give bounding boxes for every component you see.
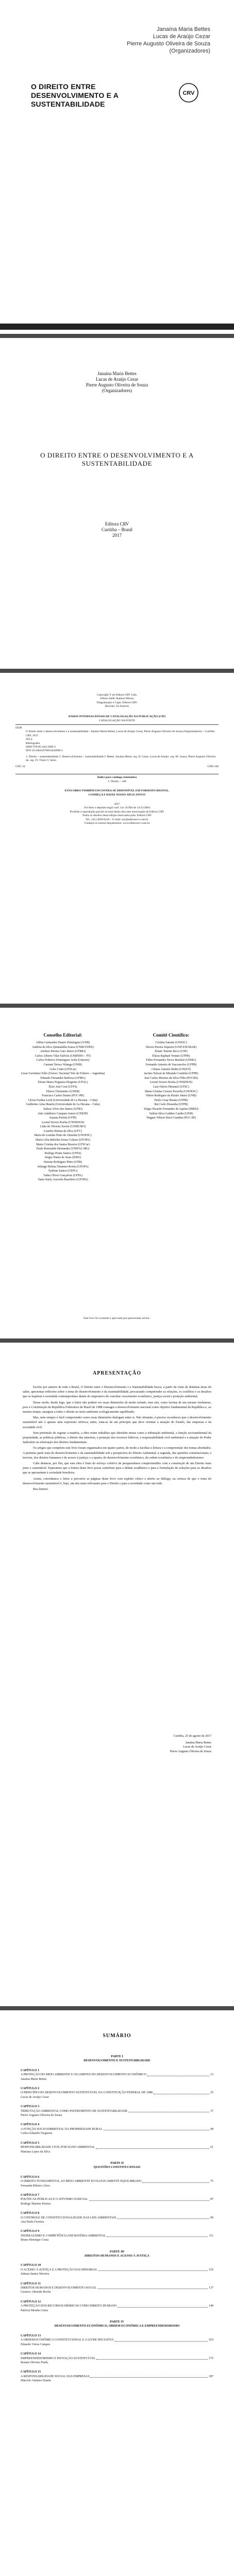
- board-member: João Adalberto Campato Junior (UNESP): [38, 1112, 88, 1115]
- copyright-footer: [15, 803, 219, 825]
- toc-leader: [154, 2091, 209, 2094]
- committee-member: Luiz Otávio Pimentel (UFSC): [153, 1085, 189, 1089]
- page-gap: [0, 669, 234, 673]
- publisher-city: Curitiba – Brasil: [102, 527, 132, 532]
- publisher-logo-text: CRV: [182, 90, 195, 96]
- committee-member: Maria Cristina Cereser Pezzella (UNOESC): [144, 1090, 198, 1093]
- toc-chapter-author: Janaína Maria Bettes: [21, 2077, 47, 2081]
- toc-leader: [142, 2179, 209, 2182]
- presentation-paragraph: Sem pretensão de esgotar a matéria, a obra reúne trabalhos que abordam temas como a tributação ambiental, a função socioambiental da propriedade, as políticas públicas, o direito das minorias, a proteção dos recursos hídricos, a responsabilidade civil ambiental e a atuação do Poder Judiciário na efetivação dos direitos fundamentais.: [23, 1431, 211, 1445]
- toc-chapter-label: CAPÍTULO 11: [21, 2282, 41, 2285]
- toc-page-number: 25: [210, 2091, 213, 2095]
- presentation-paragraph: Cabe destacar, por fim, que esta obra é fruto do esforço coletivo de pesquisadores comprometidos com a construção de um Direito mais justo e sustentável. Esperamos que a leitura deste livro possa contribuir para o debate acadêmico e para a formulação de soluções para os desafios que se apresentam à sociedade brasileira.: [23, 1462, 211, 1475]
- presentation-paragraph: Escrito por autores de todo o Brasil, O Direito entre o Desenvolvimento e a Sustentabilidade busca, a partir da visão de distintas áreas do saber, apresentar reflexões sobre o tema do desenvolvimento e da sustentabilidade, procurando compreender as relações, os conflitos e os desafios que se impõem à sociedade contemporânea diante do imperativo de conciliar crescimento econômico, justiça social e proteção ambiental.: [23, 1385, 211, 1399]
- toc-chapter-title: RESPONSABILIDADE CIVIL POR DANO AMBIENTAL: [21, 2146, 95, 2149]
- signature-date: Curitiba, 25 de agosto de 2017: [173, 1735, 211, 1738]
- copyright-page: [0, 673, 234, 1004]
- toc-chapter-title-row: [21, 2338, 213, 2342]
- toc-chapter-author: Fernanda Ribeiro Alves: [21, 2184, 50, 2188]
- footer-line: Foi feito o depósito legal conf. Lei 10.994 de 14/12/2004: [84, 806, 150, 810]
- toc-page-number: 137: [209, 2286, 213, 2290]
- footer-line: Proibida a reprodução parcial ou total desta obra sem autorização da Editora CRV: [70, 810, 164, 814]
- publisher-logo: [173, 82, 204, 103]
- toc-page-number: 49: [210, 2127, 213, 2131]
- cover-editors: [127, 26, 210, 55]
- toc-part-title: DIREITOS HUMANOS E ACESSO À JUSTIÇA: [85, 2255, 149, 2258]
- toc-chapter-label: CAPÍTULO 14: [21, 2352, 41, 2356]
- toc-chapter-author: Lucas de Araújo Cezar: [21, 2095, 49, 2099]
- toc-page-number: 61: [210, 2146, 213, 2149]
- board-member: Tania Suely Azevedo Brasileiro (UFOPA): [38, 1178, 88, 1182]
- toc-chapter-label: CAPÍTULO 1: [21, 2069, 40, 2072]
- toc-page-number: 175: [209, 2357, 213, 2360]
- toc-part-title: QUESTÕES CONSTITUCIONAIS: [93, 2166, 141, 2170]
- toc-chapter-title: A PROTEÇÃO DO MEIO AMBIENTE E OS LIMITES DO DESENVOLVIMENTO ECONÔMICO: [21, 2073, 146, 2077]
- toc-chapter-author: Marcelo Antunes Duarte: [21, 2379, 51, 2383]
- half-title-names: [0, 371, 234, 394]
- board-member: Maria de Lourdes Pinto de Almeida (UNOESC): [34, 1134, 92, 1138]
- toc-chapter-author: Patrícia Mendes Lima: [21, 2309, 48, 2312]
- board-member: Solange Helena Ximenes-Rocha (UFOPA): [37, 1165, 89, 1168]
- toc-page-number: 87: [210, 2198, 213, 2201]
- board-member: Aldira Guimarães Duarte Domínguez (UNB): [36, 1041, 90, 1044]
- toc-chapter: [21, 2193, 213, 2206]
- toc-chapter-title-row: [21, 2145, 213, 2149]
- presentation-page: [0, 1343, 234, 2006]
- toc-chapter-label: CAPÍTULO 15: [21, 2370, 41, 2374]
- toc-chapter-title-row: [21, 2357, 213, 2361]
- cover-page: [0, 0, 234, 334]
- scientific-committee-column: [126, 1032, 216, 1121]
- catalog-record: [15, 726, 219, 769]
- committee-member: Wagner Wilson Deiró Gundim (PUC-SP): [146, 1116, 196, 1120]
- board-member: Francisco Carlos Duarte (PUC-PR): [42, 1094, 84, 1098]
- toc-leader: [96, 2357, 208, 2360]
- committee-member: Nilton Rodrigues da Paixão Júnior (UNB): [146, 1094, 196, 1098]
- committee-member: Eliseu Raphael Venturi (UFPR): [152, 1054, 190, 1058]
- board-member: Carmen Tereza Velanga (UNIR): [43, 1063, 82, 1066]
- toc-chapter-label: CAPÍTULO 7: [21, 2193, 40, 2197]
- cover-editor-2: Lucas de Araújo Cezar: [153, 33, 210, 40]
- toc-page-number: 149: [209, 2304, 213, 2308]
- index-line: 1. Direito – 340: [108, 780, 126, 783]
- toc-leader: [96, 2145, 209, 2148]
- summary-heading: SUMÁRIO: [103, 2033, 131, 2039]
- toc-chapter-title: TRIBUTAÇÃO AMBIENTAL COMO INSTRUMENTO DE SUSTENTABILIDADE: [21, 2109, 128, 2113]
- committee-member: Paulo Cesar Busato (UFPR): [154, 1098, 188, 1102]
- toc-chapter-title-row: [21, 2268, 213, 2272]
- cover-editor-1: Janaína Maria Bettes: [157, 26, 210, 32]
- presentation-heading: APRESENTAÇÃO: [92, 1370, 142, 1376]
- toc-leader: [115, 2338, 208, 2341]
- toc-chapter-label: CAPÍTULO 8: [21, 2212, 40, 2215]
- toc-chapter-label: CAPÍTULO 4: [21, 2123, 40, 2127]
- toc-chapter-author: Mariana Lopes da Silva: [21, 2150, 51, 2154]
- toc-page-number: 99: [210, 2216, 213, 2219]
- toc-page-number: 125: [209, 2268, 213, 2272]
- toc-part-label: PARTE II: [110, 2161, 124, 2165]
- toc-chapter-author: Ana Paula Ferreira: [21, 2220, 44, 2224]
- editorial-board-column: [18, 1032, 108, 1182]
- page-gap: [0, 1004, 234, 1008]
- board-member: Carlos Federico Dominguez Avila (Unieuro): [36, 1059, 90, 1062]
- presentation-paragraph: Assim, convidamos o leitor a percorrer as páginas deste livro com espírito crítico e aberto ao diálogo, na certeza de que o tema do desenvolvimento sustentável é, hoje, um dos mais relevantes para o Direito e para a sociedade como um todo.: [23, 1477, 211, 1485]
- toc-part: [21, 2250, 213, 2259]
- toc-chapter-label: CAPÍTULO 2: [21, 2087, 40, 2091]
- toc-leader: [98, 2286, 208, 2289]
- presentation-paragraph: Mas, nem sempre é fácil compreender como essas dimensões dialogam entre si. Não obstante, é preciso reconhecer que o desenvolvimento sustentável não é apenas uma expressão retórica; antes, trata-se de um princípio que deve orientar a atuação do Estado, das empresas e da sociedade civil.: [23, 1416, 211, 1429]
- cover-editor-role: (Organizadores): [169, 48, 210, 54]
- footer-line: Tel.: (41) 3039-6418 – E-mail: sac@editoracrv.com.br: [86, 818, 148, 821]
- half-title-name-role: (Organizadores): [102, 388, 132, 393]
- toc-chapter-title-row: [21, 2375, 213, 2379]
- board-member: Sérgio Nunes de Jesus (IFRO): [44, 1156, 81, 1160]
- toc-part: [21, 2320, 213, 2329]
- committee-member: Sérgio Ricardo Fernandes de Aquino (IMED): [144, 1107, 198, 1111]
- toc-chapter: [21, 2300, 213, 2313]
- catalog-code: D598: [15, 726, 22, 730]
- toc-chapter-author: Gustavo Almeida Rocha: [21, 2291, 51, 2294]
- toc-chapter-author: Juliana Santos Moreira: [21, 2273, 49, 2276]
- board-member: Paulo Romualdo Hernandes (UNIFAL-MG): [36, 1147, 90, 1151]
- toc-leader: [89, 2197, 209, 2200]
- toc-part-label: PARTE IV: [110, 2320, 124, 2324]
- toc-part: [21, 2055, 213, 2063]
- toc-chapter-title-row: [21, 2216, 213, 2220]
- toc-chapter-title-row: [21, 2286, 213, 2290]
- toc-part-label: PARTE I: [111, 2055, 123, 2058]
- committee-member: Jacinto Nelson de Miranda Coutinho (UFPR): [144, 1072, 198, 1076]
- toc-leader: [128, 2109, 209, 2112]
- toc-chapter: [21, 2069, 213, 2081]
- committee-member: Cristina Zanette (UNESC): [155, 1041, 187, 1044]
- toc-page-number: 111: [209, 2234, 213, 2238]
- cover-editor-3: Pierre Augusto Oliveira de Souza: [126, 41, 210, 47]
- toc-chapter-label: CAPÍTULO 5: [21, 2141, 40, 2145]
- copyright-line: Diagramação e Capa: Editora CRV: [96, 701, 138, 704]
- toc-chapter-title: FEDERALISMO E COMPETÊNCIA EM MATÉRIA AMBIENTAL: [21, 2234, 106, 2238]
- toc-part-title: DESENVOLVIMENTO E SUSTENTABILIDADE: [83, 2059, 151, 2063]
- toc-chapter: [21, 2123, 213, 2136]
- cover-bottom-band: [0, 324, 234, 330]
- catalog-doi: DOI 10.24824/978854442006.3: [26, 749, 63, 753]
- board-member: Lourdes Helena da Silva (UFV): [43, 1129, 82, 1133]
- half-title-publisher: [0, 521, 234, 538]
- toc-chapter: [21, 2141, 213, 2154]
- board-member: Guillermo Arias Beatón (Universidade de La Havana – Cuba): [26, 1103, 100, 1107]
- half-title-name-2: Lucas de Araújo Cezar: [95, 377, 139, 382]
- toc-leader: [147, 2073, 209, 2076]
- toc-chapter-title: O CONTROLE DE CONSTITUCIONALIDADE DAS LEIS AMBIENTAIS: [21, 2216, 116, 2219]
- table-of-contents: [21, 2047, 213, 2383]
- toc-chapter-author: Renata Oliveira Prado: [21, 2361, 48, 2364]
- presentation-signature: [93, 1734, 211, 1754]
- copyright-line: Copyright © da Editora CRV Ltda.: [96, 693, 138, 697]
- toc-chapter-label: CAPÍTULO 13: [21, 2334, 41, 2337]
- toc-chapter-title: A ORDEM ECONÔMICA CONSTITUCIONAL E A LIVRE INICIATIVA: [21, 2338, 114, 2342]
- signature-name: Janaína Maria Bettes: [185, 1741, 211, 1744]
- toc-chapter-title-row: [21, 2127, 213, 2131]
- toc-chapter-title: O ACESSO À JUSTIÇA E A PROTEÇÃO DAS MINORIAS: [21, 2268, 97, 2272]
- summary-page: [0, 2010, 234, 2576]
- board-member: Elizeu Clementino (UNEB): [46, 1090, 80, 1093]
- copyright-line: Editor-chefe: Railson Moura: [100, 697, 134, 701]
- board-footer: Este livro foi avaliado e aprovado por pareceristas ad hoc.: [83, 1317, 151, 1320]
- footer-year: 2017: [114, 803, 120, 806]
- publisher-name: Editora CRV: [105, 521, 129, 527]
- catalog-bibliography: Bibliografia: [26, 741, 40, 745]
- presentation-paragraph: Boa leitura!: [33, 1487, 48, 1492]
- toc-chapter: [21, 2352, 213, 2365]
- toc-chapter-label: CAPÍTULO 12: [21, 2300, 41, 2303]
- app-notice: CONHEÇA E BAIXE NOSSO APLICATIVO!: [88, 793, 146, 796]
- toc-chapter-label: CAPÍTULO 9: [21, 2230, 40, 2233]
- presentation-paragraph: Os artigos que compõem este livro foram organizados em quatro partes, de modo a facilitar a leitura e a compreensão dos temas abordados. A primeira parte trata do desenvolvimento e da sustentabilidade sob a perspectiva do Direito Ambiental; a segunda, das questões constitucionais; a terceira, dos direitos humanos e do acesso à justiça; e a quarta, do desenvolvimento econômico, da ordem econômica e do empreendedorismo.: [23, 1446, 211, 1460]
- toc-leader: [104, 2127, 209, 2130]
- committee-member: Gilmar Antonio Bedin (UNIJUÍ): [152, 1067, 191, 1071]
- toc-chapter: [21, 2263, 213, 2276]
- catalog-cdu: CDU 34: [15, 765, 25, 768]
- toc-part-title: DESENVOLVIMENTO ECONÔMICO, ORDEM ECONÔMICA E EMPREENDEDORISMO: [54, 2325, 180, 2328]
- committee-member: Leonel Severo Rocha (UNISINOS): [149, 1081, 193, 1084]
- board-member: Rodrigo Pratte-Santos (UFES): [44, 1151, 81, 1155]
- toc-chapter-title: POLÍTICAS PÚBLICAS E O ATIVISMO JUDICIAL: [21, 2198, 88, 2201]
- committee-member: Eliane Tonetto Ricci (USP): [155, 1050, 188, 1054]
- presentation-paragraph: Desse modo, desde logo, que o leitor não poderá ver essas dimensões de modo isolado, mas sim, como facetas de um mesmo fenômeno, pois a Constituição da República Federativa do Brasil de 1988 consagra o desenvolvimento nacional como objetivo fundamental da República e, ao mesmo tempo, assegura a todos o direito ao meio ambiente ecologicamente equilibrado.: [23, 1400, 211, 1414]
- signature-name: Pierre Augusto Oliveira de Souza: [170, 1750, 211, 1753]
- copyright-line: Revisão: Os Autores: [105, 705, 129, 708]
- board-member: Celso Conti (UFSCar): [49, 1067, 76, 1071]
- page-gap: [0, 1338, 234, 1343]
- toc-chapter: [21, 2282, 213, 2295]
- toc-page-number: 187: [209, 2375, 213, 2378]
- editorial-board-page: [0, 1008, 234, 1338]
- publisher-year: 2017: [112, 533, 122, 538]
- committee-member: Rui Carlo Dissenha (UFPR): [154, 1103, 188, 1107]
- signature-name: Lucas de Araújo Cezar: [183, 1745, 211, 1749]
- committee-member: Fernando Antonio de Vasconcelos (UFPB): [145, 1063, 197, 1066]
- toc-page-number: 163: [209, 2338, 213, 2342]
- scientific-committee-title: Comitê Científico:: [153, 1032, 190, 1038]
- catalog-entry: O direito entre o desenvolvimento e a sustentabilidade / Janaína Maria Bettes, Lucas de Araújo Cezar, Pierre Augusto Oliveira de Souza (Organizadores) – Curitiba: CRV, 2017.: [26, 730, 215, 737]
- toc-page-number: 37: [210, 2109, 213, 2113]
- board-member: Jailson Alves dos Santos (UFRJ): [43, 1107, 82, 1111]
- board-member: Carlos Alberto Vilar Estêvão (UMINHO – PT): [35, 1054, 91, 1058]
- board-member: Leonel Severo Rocha (UNISINOS): [41, 1121, 85, 1124]
- toc-chapter: [21, 2211, 213, 2224]
- toc-chapter: [21, 2334, 213, 2347]
- half-title-page: [0, 338, 234, 669]
- board-member: Tadeu Oliver Gonçalves (UFPA): [43, 1174, 82, 1177]
- footer-line: Conheça os nossos lançamentos: www.editoracrv.com.br: [84, 822, 150, 825]
- toc-chapter-title: A PROTEÇÃO DOS RECURSOS HÍDRICOS COMO DIREITO HUMANO: [21, 2304, 117, 2308]
- digital-notice: ESTA OBRA TAMBÉM ENCONTRA-SE DISPONÍVEL EM FORMATO DIGITAL.: [64, 789, 170, 792]
- board-member: Sydione Santos (UEPG): [48, 1170, 78, 1173]
- board-member: Gloria Fariñas León (Universidade de La Havana – Cuba): [28, 1098, 98, 1102]
- toc-chapter: [21, 2087, 213, 2099]
- half-title-name-3: Pierre Augusto Oliveira de Souza: [86, 382, 148, 387]
- toc-chapter-title-row: [21, 2073, 213, 2077]
- board-member: Élsio José Corá (UFFS): [48, 1085, 77, 1089]
- half-title-title: O DIREITO ENTRE O DESENVOLVIMENTO E A SUSTENTABILIDADE: [40, 451, 194, 467]
- toc-chapter-title: O DIREITO FUNDAMENTAL AO MEIO AMBIENTE ECOLOGICAMENTE EQUILIBRADO: [21, 2180, 142, 2183]
- editorial-board-list: [18, 1041, 108, 1182]
- catalog-subjects: 1. Direito – sustentabilidade 2. Desenvolvimento – sustentabilidade I. Bettes, Janaína Maria. org. II. Cezar, Lucas de Araújo. org. III. Souza, Pierre Augusto Oliveira de. org. IV. Título V. Série.: [26, 755, 216, 762]
- toc-chapter-title: DIREITOS HUMANOS E DESENVOLVIMENTO SOCIAL: [21, 2286, 97, 2290]
- committee-member: Dirceu Pereira Siqueira (UNICESUMAR): [145, 1045, 197, 1049]
- toc-chapter-label: CAPÍTULO 6: [21, 2175, 40, 2179]
- board-member: Eduardo Fernandes Barbosa (UFMG): [40, 1076, 86, 1080]
- catalog-pages: 202 p.: [26, 738, 33, 741]
- page-gap: [0, 334, 234, 338]
- cover-title: O DIREITO ENTRE DESENVOLVIMENTO E A SUSTENTABILIDADE: [31, 82, 119, 108]
- toc-chapter-author: Pierre Augusto Oliveira de Souza: [21, 2114, 62, 2117]
- editorial-board-title: Conselho Editorial:: [43, 1032, 82, 1038]
- toc-leader: [90, 2375, 208, 2378]
- toc-chapter-author: Carlos Eduardo Nogueira: [21, 2132, 53, 2136]
- board-member: Elione Maria Nogueira Diogenes (UFAL): [38, 1081, 88, 1084]
- toc-leader: [117, 2216, 209, 2219]
- board-member: Andréia da Silva Quintanilha Sousa (UNIR/UFRN): [32, 1045, 94, 1049]
- toc-chapter-title-row: [21, 2109, 213, 2113]
- toc-part: [21, 2161, 213, 2170]
- committee-member: Fábio Fernandes Neves Benfatti (UEMG): [146, 1059, 196, 1062]
- toc-chapter-author: Rodrigo Martins Pereira: [21, 2202, 51, 2206]
- toc-chapter: [21, 2175, 213, 2188]
- toc-chapter-title-row: [21, 2091, 213, 2095]
- toc-page-number: 13: [210, 2073, 213, 2077]
- toc-chapter-title-row: [21, 2304, 213, 2308]
- toc-leader: [118, 2304, 208, 2307]
- presentation-body: [23, 1385, 211, 1493]
- board-member: Maria Lília Imbiriba Sousa Colares (UFOPA): [36, 1139, 90, 1142]
- toc-chapter-title-row: [21, 2234, 213, 2238]
- scientific-committee-list: [126, 1041, 216, 1121]
- catalog-cdd: CDD 340: [207, 765, 219, 768]
- toc-chapter: [21, 2105, 213, 2117]
- toc-leader: [98, 2268, 208, 2271]
- committee-member: Valéria Silva Galdino Cardin (UEM): [149, 1112, 193, 1115]
- toc-chapter-title: A FUNÇÃO SOCIOAMBIENTAL DA PROPRIEDADE RURAL: [21, 2127, 103, 2131]
- toc-chapter: [21, 2370, 213, 2383]
- toc-part-label: PARTE III: [109, 2250, 125, 2253]
- committee-member: José Carlos Moreira da Silva Filho (PUCRS): [144, 1076, 198, 1080]
- toc-chapter-author: Bruno Henrique Costa: [21, 2239, 48, 2242]
- board-member: Josania Portela (UFPI): [49, 1116, 77, 1120]
- board-member: Simone Rodrigues Pinto (UNB): [43, 1161, 82, 1164]
- toc-chapter-author: Eduardo Vieira Campos: [21, 2343, 51, 2346]
- catalog-subheading: CATALOGAÇÃO NA FONTE: [98, 719, 136, 722]
- toc-page-number: 75: [210, 2180, 213, 2183]
- toc-chapter-label: CAPÍTULO 3: [21, 2105, 40, 2109]
- toc-chapter-title-row: [21, 2179, 213, 2183]
- board-member: Maria Cristina dos Santos Bezerra (UFSCar): [36, 1143, 90, 1146]
- footer-line: Todos os direitos desta edição reservados pela: Editora CRV: [82, 814, 152, 818]
- index-heading: Índice para catálogo sistemático: [97, 776, 137, 779]
- page-gap: [0, 2006, 234, 2010]
- catalog-isbn: ISBN 978-85-444-2006-3: [26, 745, 56, 749]
- toc-chapter: [21, 2229, 213, 2242]
- toc-chapter-title-row: [21, 2197, 213, 2201]
- toc-chapter-title: O PRINCÍPIO DO DESENVOLVIMENTO SUSTENTÁVEL NA CONSTITUIÇÃO FEDERAL DE 1988: [21, 2091, 153, 2095]
- divider: [15, 724, 219, 725]
- toc-leader: [107, 2234, 208, 2237]
- toc-chapter-label: CAPÍTULO 10: [21, 2264, 41, 2267]
- toc-chapter-title: EMPREENDEDORISMO E INOVAÇÃO SUSTENTÁVEL: [21, 2357, 96, 2360]
- catalog-heading: DADOS INTERNACIONAIS DE CATALOGAÇÃO NA PUBLICAÇÃO (CIP): [68, 715, 166, 718]
- board-member: Cesar Gerónimo Tello (Univer. Nacional Três de Febrero – Argentina): [21, 1072, 105, 1076]
- toc-chapter-title: A RESPONSABILIDADE SOCIAL DAS EMPRESAS: [21, 2375, 90, 2378]
- board-member: Antônio Pereira Gaio Júnior (UFRRJ): [40, 1050, 86, 1054]
- copyright-lines: [15, 693, 219, 709]
- half-title-name-1: Janaína Maria Bettes: [97, 371, 137, 376]
- board-member: Lídia de Oliveira Xavier (UNIEURO): [40, 1125, 86, 1129]
